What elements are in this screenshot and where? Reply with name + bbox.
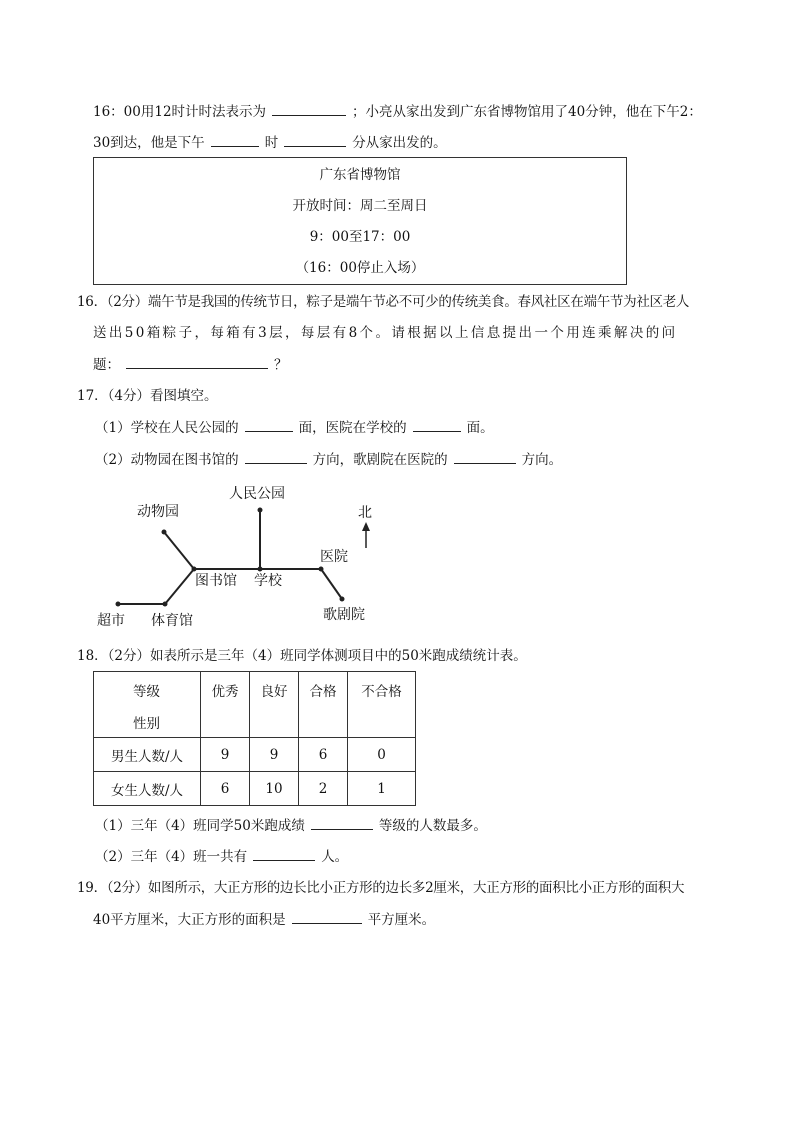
q19-blank-1[interactable] [292,909,362,924]
q15-text-e: 分从家出发的。 [352,135,447,151]
q18-sub1-a: （1）三年（4）班同学50米跑成绩 [95,818,305,834]
q19-line-2 [93,909,435,930]
table-col-header: 不合格 [348,672,416,738]
hospital-point [319,567,324,572]
supermarket-point [116,602,121,607]
table-cell: 6 [201,772,250,806]
map-label-zoo: 动物园 [137,504,179,520]
q18-sub2-a: （2）三年（4）班一共有 [95,849,248,865]
table-row-label: 男生人数/人 [94,738,201,772]
q16-line-1: 16．（2分）端午节是我国的传统节日，粽子是端午节必不可少的传统美食。春风社区在端午节为社区老人 [77,294,690,310]
museum-title: 广东省博物馆 [319,167,401,183]
q18-sub1-b: 等级的人数最多。 [378,818,487,834]
q17-sub2-c: 方向。 [521,452,563,468]
q19-text-b: 平方厘米。 [367,912,436,928]
road-hospital-opera [321,569,342,599]
table-cell: 6 [299,738,348,772]
q18-sub2-b: 人。 [321,849,349,865]
q17-sub1-a: （1）学校在人民公园的 [95,420,239,436]
q17-sub2-a: （2）动物园在图书馆的 [95,452,239,468]
q16-text-b: ？ [274,357,288,373]
q18-sub-1 [95,815,487,836]
q19-line-1: 19．（2分）如图所示，大正方形的边长比小正方形的边长多2厘米，大正方形的面积比小正方形的面积大 [77,880,685,896]
q15-text-c: 30到达，他是下午 [93,135,205,151]
table-corner-cell [94,672,201,738]
table-cell: 2 [299,772,348,806]
museum-hours: 9：00至17：00 [309,229,411,245]
museum-note: （16：00停止入场） [295,260,425,276]
museum-open-days: 开放时间：周二至周日 [292,198,428,214]
table-col-header: 良好 [250,672,299,738]
q15-text-b: ；小亮从家出发到广东省博物馆用了40分钟，他在下午2： [352,104,702,120]
map-label-supermarket: 超市 [97,613,125,629]
q15-text-a: 16：00用12时计时法表示为 [93,104,267,120]
q18-blank-1[interactable] [311,815,373,830]
road-library-zoo [164,532,194,569]
table-row [94,738,416,772]
map-label-opera: 歌剧院 [323,607,365,623]
north-arrow-icon [362,522,370,548]
q18-blank-2[interactable] [253,846,315,861]
map-label-people-park: 人民公园 [229,486,285,502]
q18-title: 18．（2分）如表所示是三年（4）班同学体测项目中的50米跑成绩统计表。 [77,648,527,664]
table-header-row [94,672,416,738]
table-row [94,772,416,806]
map-label-library: 图书馆 [195,573,237,589]
q18-sub-2 [95,846,348,867]
q17-sub2-b: 方向，歌剧院在医院的 [312,452,448,468]
map-label-gym: 体育馆 [151,613,193,629]
table-cell: 10 [250,772,299,806]
map-label-hospital: 医院 [320,549,348,565]
q16-line-2: 送出50箱粽子，每箱有3层，每层有8个。请根据以上信息提出一个用连乘解决的问 [93,325,678,341]
table-col-header: 优秀 [201,672,250,738]
table-cell: 0 [348,738,416,772]
table-row-label: 女生人数/人 [94,772,201,806]
score-table [93,671,416,806]
map-label-north: 北 [358,505,372,521]
school-point [258,567,263,572]
library-point [192,567,197,572]
map-label-school: 学校 [254,573,282,589]
q19-text-a: 40平方厘米，大正方形的面积是 [93,912,286,928]
table-header-grade: 等级 [133,684,160,700]
road-library-gym [165,569,194,604]
q17-sub1-b: 面，医院在学校的 [298,420,407,436]
table-header-gender: 性别 [133,716,160,732]
q16-text-a: 题： [93,357,120,373]
zoo-point [162,530,167,535]
gym-point [163,602,168,607]
table-cell: 9 [250,738,299,772]
q15-text-d: 时 [264,135,279,151]
table-cell: 1 [348,772,416,806]
q17-title: 17．（4分）看图填空。 [77,388,218,404]
opera-point [340,597,345,602]
park-point [258,508,263,513]
q17-sub1-c: 面。 [466,420,494,436]
table-cell: 9 [201,738,250,772]
table-col-header: 合格 [299,672,348,738]
